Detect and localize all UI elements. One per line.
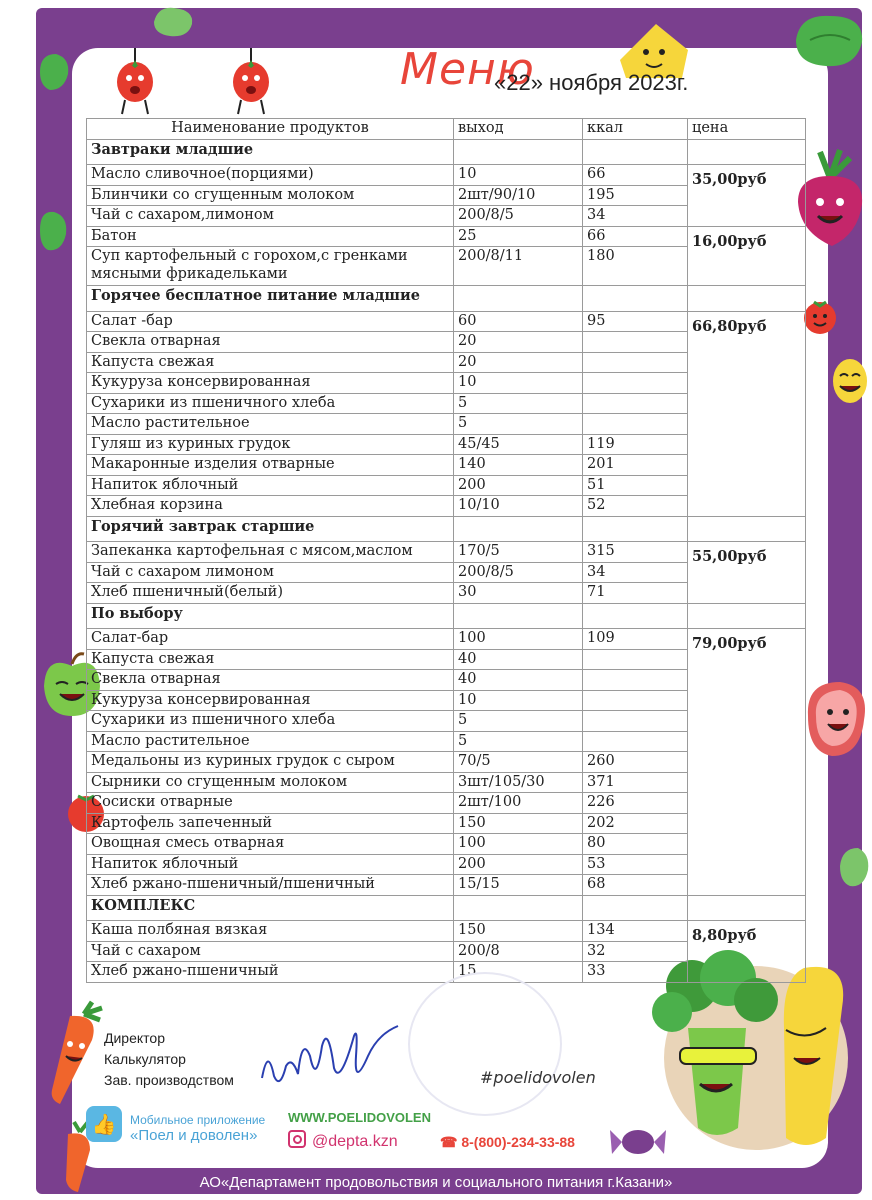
lettuce-leaf-icon: [150, 4, 196, 40]
product-kcal: [583, 414, 688, 435]
section-row: [87, 895, 806, 921]
product-name: Масло сливочное(порциями): [87, 165, 454, 186]
calculator-label: Калькулятор: [104, 1051, 186, 1067]
product-kcal: [583, 711, 688, 732]
product-name: Сосиски отварные: [87, 793, 454, 814]
product-kcal: [583, 139, 688, 165]
product-price: [688, 603, 806, 629]
product-name: Батон: [87, 226, 454, 247]
product-name: Чай с сахаром: [87, 941, 454, 962]
product-yield: 200/8/5: [454, 206, 583, 227]
product-yield: 60: [454, 311, 583, 332]
product-kcal: [583, 373, 688, 394]
section-title: Горячий завтрак старшие: [87, 516, 454, 542]
app-caption: Мобильное приложение: [130, 1113, 266, 1127]
product-price: 55,00руб: [688, 542, 806, 604]
section-title: КОМПЛЕКС: [87, 895, 454, 921]
product-yield: 70/5: [454, 752, 583, 773]
table-row: [87, 629, 806, 650]
product-yield: 200: [454, 854, 583, 875]
product-yield: 100: [454, 834, 583, 855]
product-kcal: 52: [583, 496, 688, 517]
section-row: [87, 286, 806, 312]
product-yield: 2шт/90/10: [454, 185, 583, 206]
product-yield: 25: [454, 226, 583, 247]
product-kcal: [583, 603, 688, 629]
product-name: Хлебная корзина: [87, 496, 454, 517]
app-name: «Поел и доволен»: [130, 1127, 258, 1144]
product-kcal: 134: [583, 921, 688, 942]
tomato-character-icon: [226, 46, 276, 116]
product-price: 66,80руб: [688, 311, 806, 516]
product-yield: 150: [454, 921, 583, 942]
product-kcal: [583, 731, 688, 752]
product-name: Кукуруза консервированная: [87, 373, 454, 394]
website-link[interactable]: WWW.POELIDOVOLEN: [288, 1110, 431, 1125]
product-yield: 200: [454, 475, 583, 496]
product-kcal: [583, 895, 688, 921]
product-kcal: 119: [583, 434, 688, 455]
product-yield: 200/8/5: [454, 562, 583, 583]
table-row: [87, 311, 806, 332]
product-price: [688, 139, 806, 165]
product-price: [688, 516, 806, 542]
product-name: Масло растительное: [87, 414, 454, 435]
product-yield: 10: [454, 690, 583, 711]
product-kcal: 226: [583, 793, 688, 814]
lettuce-leaf-icon: [36, 50, 72, 94]
product-kcal: [583, 649, 688, 670]
product-kcal: 109: [583, 629, 688, 650]
product-kcal: 260: [583, 752, 688, 773]
product-name: Кукуруза консервированная: [87, 690, 454, 711]
product-name: Овощная смесь отварная: [87, 834, 454, 855]
footer-organization: АО«Департамент продовольствия и социального питания г.Казани»: [199, 1174, 673, 1191]
product-name: Салат-бар: [87, 629, 454, 650]
mobile-app-icon[interactable]: 👍: [86, 1106, 122, 1142]
product-name: Сухарики из пшеничного хлеба: [87, 393, 454, 414]
lemon-character-icon: [828, 356, 868, 406]
table-row: [87, 226, 806, 247]
product-yield: 45/45: [454, 434, 583, 455]
production-head-label: Зав. производством: [104, 1072, 234, 1088]
product-yield: [454, 516, 583, 542]
product-kcal: 80: [583, 834, 688, 855]
product-yield: 40: [454, 649, 583, 670]
product-name: Каша полбяная вязкая: [87, 921, 454, 942]
product-name: Сырники со сгущенным молоком: [87, 772, 454, 793]
signature-block: [104, 1028, 234, 1091]
product-name: Суп картофельный с горохом,с гренками мясными фрикадельками: [87, 247, 454, 286]
section-title: Горячее бесплатное питание младшие: [87, 286, 454, 312]
product-yield: 5: [454, 731, 583, 752]
product-price: 35,00руб: [688, 165, 806, 227]
product-name: Медальоны из куриных грудок с сыром: [87, 752, 454, 773]
product-name: Хлеб ржано-пшеничный/пшеничный: [87, 875, 454, 896]
product-yield: 15/15: [454, 875, 583, 896]
round-stamp: [408, 972, 562, 1116]
product-yield: 10: [454, 165, 583, 186]
product-name: Салат -бар: [87, 311, 454, 332]
section-title: По выбору: [87, 603, 454, 629]
product-yield: 150: [454, 813, 583, 834]
product-yield: 170/5: [454, 542, 583, 563]
lettuce-leaf-icon: [790, 10, 866, 70]
product-kcal: 195: [583, 185, 688, 206]
candy-icon: [608, 1120, 668, 1164]
instagram-handle: @depta.kzn: [312, 1133, 398, 1150]
product-name: Сухарики из пшеничного хлеба: [87, 711, 454, 732]
lettuce-leaf-icon: [836, 842, 870, 892]
meat-character-icon: [800, 676, 870, 760]
product-kcal: 95: [583, 311, 688, 332]
product-yield: 100: [454, 629, 583, 650]
product-yield: 20: [454, 332, 583, 353]
product-kcal: [583, 690, 688, 711]
product-yield: 200/8/11: [454, 247, 583, 286]
product-yield: [454, 286, 583, 312]
product-name: Картофель запеченный: [87, 813, 454, 834]
product-kcal: 53: [583, 854, 688, 875]
product-name: Капуста свежая: [87, 649, 454, 670]
table-row: [87, 921, 806, 942]
menu-date: «22» ноября 2023г.: [494, 70, 689, 95]
product-kcal: 68: [583, 875, 688, 896]
product-kcal: [583, 393, 688, 414]
product-yield: 5: [454, 393, 583, 414]
product-kcal: [583, 352, 688, 373]
tomato-character-icon: [800, 296, 840, 336]
product-kcal: 34: [583, 562, 688, 583]
product-yield: 15: [454, 962, 583, 983]
instagram-link[interactable]: [288, 1130, 398, 1151]
table-row: [87, 165, 806, 186]
hashtag: #poelidovolen: [480, 1068, 596, 1087]
product-name: Хлеб пшеничный(белый): [87, 583, 454, 604]
product-name: Свекла отварная: [87, 670, 454, 691]
product-yield: 2шт/100: [454, 793, 583, 814]
column-header-price: цена: [688, 119, 806, 140]
product-name: Напиток яблочный: [87, 475, 454, 496]
phone-text: 8-(800)-234-33-88: [461, 1134, 575, 1150]
product-kcal: [583, 332, 688, 353]
product-yield: 5: [454, 414, 583, 435]
product-price: [688, 895, 806, 921]
section-title: Завтраки младшие: [87, 139, 454, 165]
product-name: Чай с сахаром лимоном: [87, 562, 454, 583]
lettuce-leaf-icon: [36, 206, 70, 256]
table-row: [87, 542, 806, 563]
column-header-name: Наименование продуктов: [87, 119, 454, 140]
carrot-character-icon: [40, 1000, 110, 1110]
product-kcal: 66: [583, 226, 688, 247]
section-row: [87, 516, 806, 542]
product-yield: 40: [454, 670, 583, 691]
product-name: Блинчики со сгущенным молоком: [87, 185, 454, 206]
product-kcal: 371: [583, 772, 688, 793]
product-kcal: 201: [583, 455, 688, 476]
product-kcal: 32: [583, 941, 688, 962]
product-name: Масло растительное: [87, 731, 454, 752]
product-kcal: [583, 516, 688, 542]
director-label: Директор: [104, 1030, 165, 1046]
product-price: 8,80руб: [688, 921, 806, 983]
section-row: [87, 139, 806, 165]
phone-icon: ☎: [440, 1134, 458, 1150]
product-kcal: 315: [583, 542, 688, 563]
product-kcal: 71: [583, 583, 688, 604]
product-kcal: 33: [583, 962, 688, 983]
product-name: Свекла отварная: [87, 332, 454, 353]
product-yield: [454, 603, 583, 629]
product-name: Макаронные изделия отварные: [87, 455, 454, 476]
column-header-yield: выход: [454, 119, 583, 140]
table-header-row: [87, 119, 806, 140]
product-name: Запеканка картофельная с мясом,маслом: [87, 542, 454, 563]
product-yield: 10/10: [454, 496, 583, 517]
menu-table: [86, 118, 806, 983]
instagram-icon: [288, 1130, 306, 1148]
product-kcal: 34: [583, 206, 688, 227]
product-name: Капуста свежая: [87, 352, 454, 373]
product-yield: 200/8: [454, 941, 583, 962]
handwritten-signature: [258, 1016, 408, 1096]
product-yield: 10: [454, 373, 583, 394]
product-price: [688, 286, 806, 312]
product-yield: [454, 895, 583, 921]
product-kcal: [583, 670, 688, 691]
phone-number[interactable]: [440, 1134, 575, 1151]
product-yield: 5: [454, 711, 583, 732]
product-kcal: 180: [583, 247, 688, 286]
product-name: Напиток яблочный: [87, 854, 454, 875]
section-row: [87, 603, 806, 629]
product-kcal: 202: [583, 813, 688, 834]
product-kcal: 51: [583, 475, 688, 496]
product-yield: [454, 139, 583, 165]
product-yield: 3шт/105/30: [454, 772, 583, 793]
menu-title: Меню: [400, 44, 535, 95]
mobile-app-promo[interactable]: [130, 1112, 265, 1144]
product-yield: 20: [454, 352, 583, 373]
product-kcal: [583, 286, 688, 312]
product-kcal: 66: [583, 165, 688, 186]
product-yield: 140: [454, 455, 583, 476]
product-price: 16,00руб: [688, 226, 806, 286]
product-yield: 30: [454, 583, 583, 604]
column-header-kcal: ккал: [583, 119, 688, 140]
product-name: Чай с сахаром,лимоном: [87, 206, 454, 227]
product-name: Хлеб ржано-пшеничный: [87, 962, 454, 983]
product-name: Гуляш из куриных грудок: [87, 434, 454, 455]
product-price: 79,00руб: [688, 629, 806, 896]
tomato-character-icon: [110, 46, 160, 116]
